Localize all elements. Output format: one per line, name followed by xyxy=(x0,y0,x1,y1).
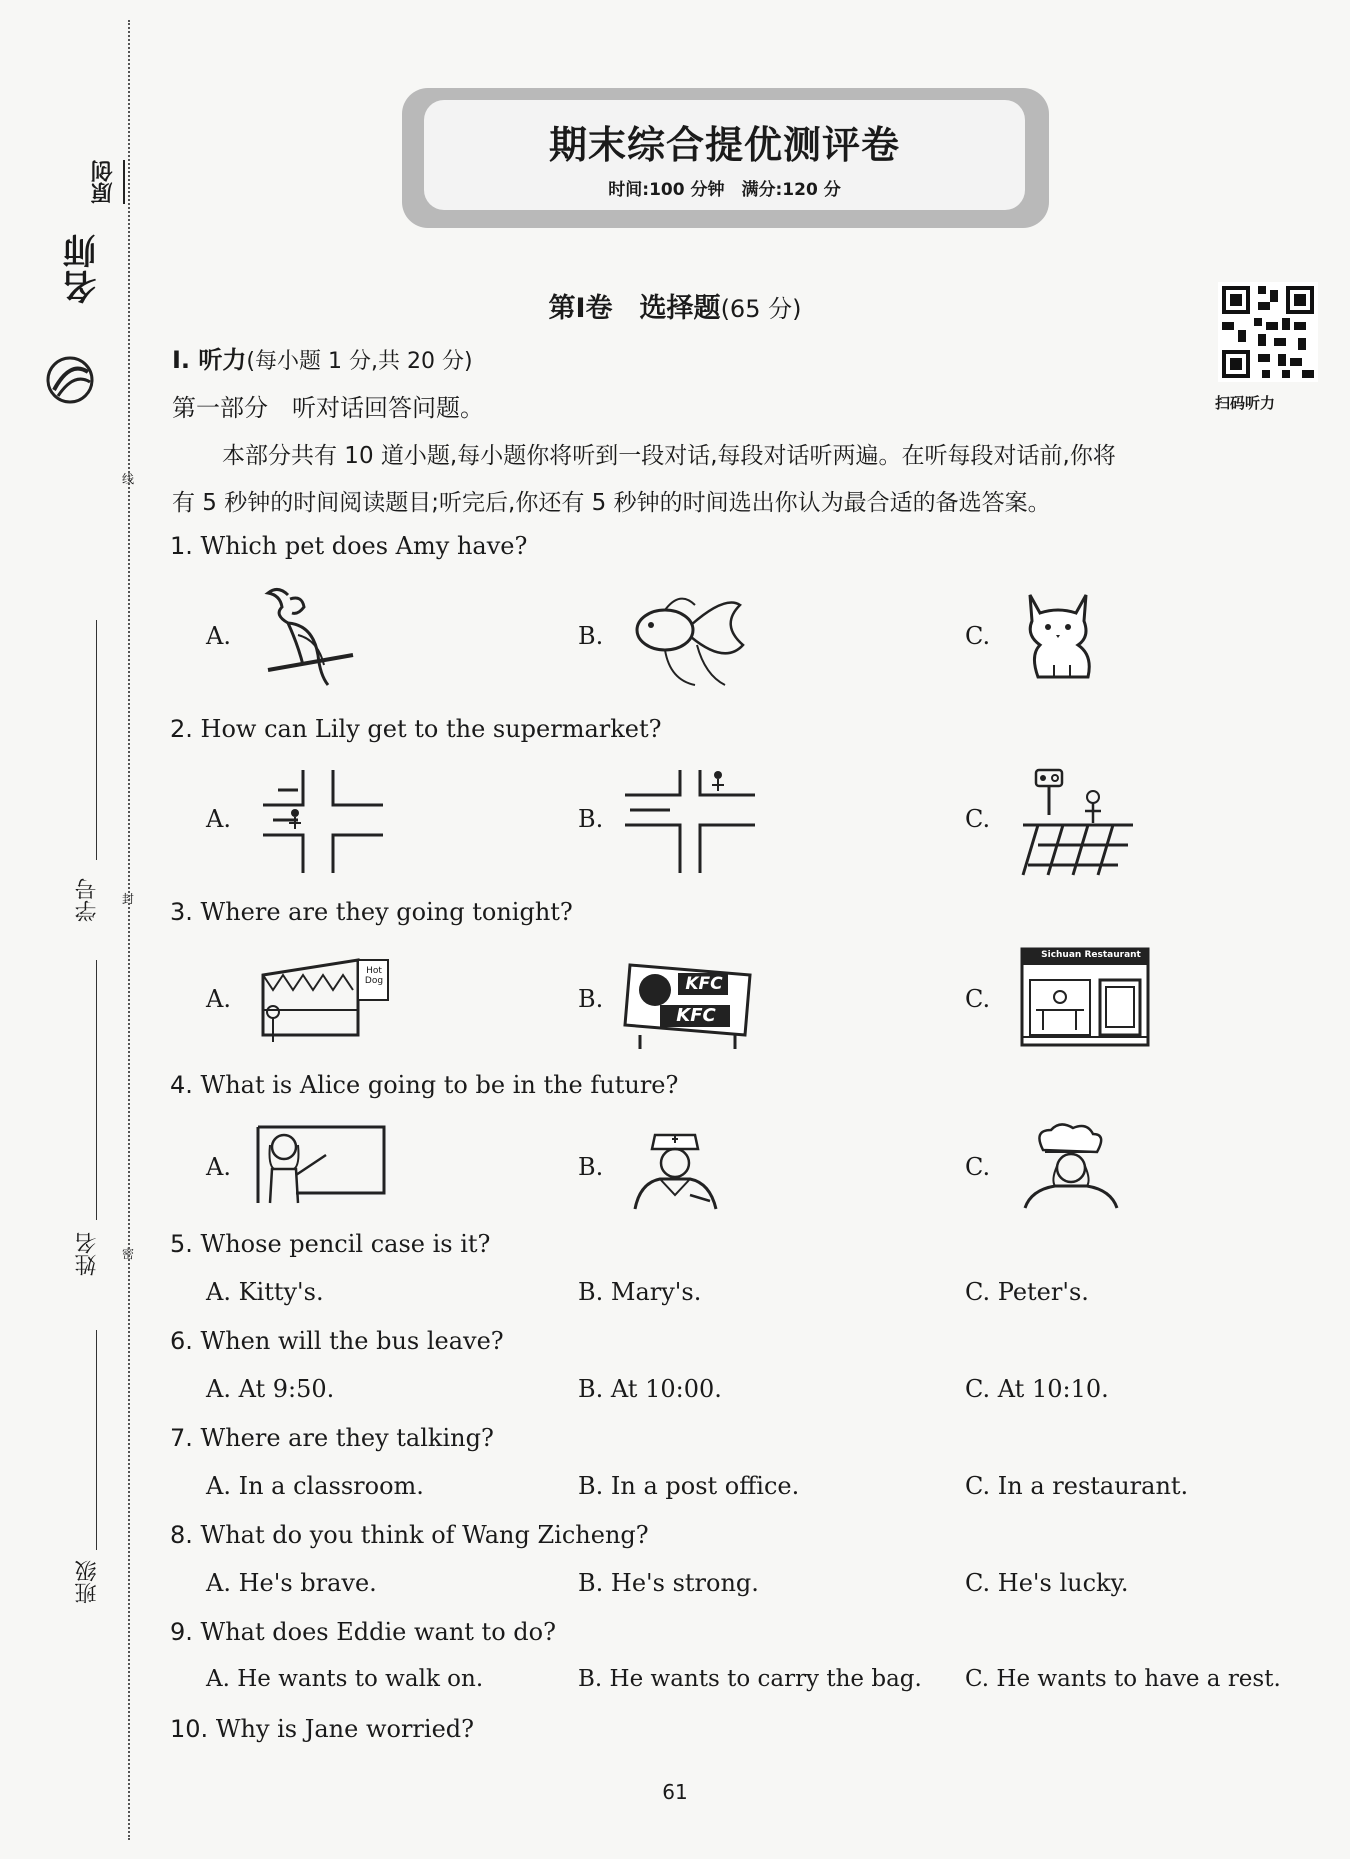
hot-dog-stand-icon[interactable] xyxy=(258,950,393,1045)
seal-line-label: 线 xyxy=(122,472,135,486)
q8-option-b[interactable]: B. He's strong. xyxy=(578,1569,759,1597)
seal-mi-label: 密 xyxy=(122,1247,135,1261)
kfc-sign-top: KFC xyxy=(685,974,723,994)
kfc-sign-icon[interactable] xyxy=(620,955,760,1050)
q8-option-c[interactable]: C. He's lucky. xyxy=(965,1569,1129,1597)
seal-feng-label: 封 xyxy=(122,892,135,906)
qr-label: 扫码听力 xyxy=(1215,394,1276,412)
q5-option-b[interactable]: B. Mary's. xyxy=(578,1278,702,1306)
q7-option-b[interactable]: B. In a post office. xyxy=(578,1472,800,1500)
q9-option-b[interactable]: B. He wants to carry the bag. xyxy=(578,1666,922,1692)
binding-margin xyxy=(0,0,135,1859)
brand-sub: 原创 xyxy=(88,160,125,204)
parrot-icon[interactable] xyxy=(258,585,358,690)
q4-option-c[interactable]: C. xyxy=(965,1153,991,1181)
q6-option-c[interactable]: C. At 10:10. xyxy=(965,1375,1109,1403)
q6-option-a[interactable]: A. At 9:50. xyxy=(206,1375,335,1403)
question-7: 7. Where are they talking? xyxy=(170,1424,494,1452)
question-3: 3. Where are they going tonight? xyxy=(170,898,573,926)
title-box xyxy=(402,88,1049,228)
question-6: 6. When will the bus leave? xyxy=(170,1327,504,1355)
crossroad-map-b-icon[interactable] xyxy=(620,765,760,875)
traffic-light-crossing-icon[interactable] xyxy=(1018,765,1138,880)
student-name-line[interactable] xyxy=(96,960,97,1220)
exam-title: 期末综合提优测评卷 xyxy=(548,123,900,167)
restaurant-sign: Sichuan Restaurant xyxy=(1041,950,1141,960)
sichuan-restaurant-icon[interactable] xyxy=(1018,945,1153,1050)
question-5: 5. Whose pencil case is it? xyxy=(170,1230,491,1258)
q2-option-b[interactable]: B. xyxy=(578,805,604,833)
q1-option-a[interactable]: A. xyxy=(206,622,231,650)
cook-icon[interactable] xyxy=(1015,1120,1125,1210)
instructions-line2: 有 5 秒钟的时间阅读题目;听完后,你还有 5 秒钟的时间选出你认为最合适的备选答案。 xyxy=(172,490,1051,516)
goldfish-icon[interactable] xyxy=(625,585,745,690)
q4-option-a[interactable]: A. xyxy=(206,1153,231,1181)
q2-option-c[interactable]: C. xyxy=(965,805,991,833)
class-line[interactable] xyxy=(96,1330,97,1550)
q3-option-a[interactable]: A. xyxy=(206,985,231,1013)
question-10: 10. Why is Jane worried? xyxy=(170,1715,475,1743)
teacher-icon[interactable] xyxy=(256,1125,386,1205)
q5-option-a[interactable]: A. Kitty's. xyxy=(206,1278,324,1306)
q6-option-b[interactable]: B. At 10:00. xyxy=(578,1375,722,1403)
q9-option-c[interactable]: C. He wants to have a rest. xyxy=(965,1666,1281,1692)
q2-option-a[interactable]: A. xyxy=(206,805,231,833)
kitten-icon[interactable] xyxy=(1018,585,1098,685)
question-2: 2. How can Lily get to the supermarket? xyxy=(170,715,662,743)
q4-option-b[interactable]: B. xyxy=(578,1153,604,1181)
page-number: 61 xyxy=(662,1780,688,1804)
student-id-label: 学号 xyxy=(75,878,100,922)
brand-logo-icon xyxy=(40,350,100,410)
student-name-label: 姓名 xyxy=(75,1232,100,1276)
part1-subheading: 第一部分 听对话回答问题。 xyxy=(172,394,484,422)
question-1: 1. Which pet does Amy have? xyxy=(170,532,528,560)
class-label: 班级 xyxy=(75,1560,100,1604)
q8-option-a[interactable]: A. He's brave. xyxy=(206,1569,377,1597)
q1-option-c[interactable]: C. xyxy=(965,622,991,650)
q7-option-a[interactable]: A. In a classroom. xyxy=(206,1472,424,1500)
hot-dog-sign: Hot Dog xyxy=(364,966,384,986)
q9-option-a[interactable]: A. He wants to walk on. xyxy=(206,1666,484,1692)
q5-option-c[interactable]: C. Peter's. xyxy=(965,1278,1089,1306)
section-title: 第Ⅰ卷 选择题(65 分) xyxy=(548,293,802,324)
qr-code-icon[interactable] xyxy=(1218,282,1318,382)
question-9: 9. What does Eddie want to do? xyxy=(170,1618,556,1646)
listening-heading: Ⅰ. 听力(每小题 1 分,共 20 分) xyxy=(172,346,473,374)
q3-option-c[interactable]: C. xyxy=(965,985,991,1013)
instructions-line1: 本部分共有 10 道小题,每小题你将听到一段对话,每段对话听两遍。在听每段对话前,你将 xyxy=(222,443,1116,469)
crossroad-map-a-icon[interactable] xyxy=(258,765,388,875)
exam-time-score: 时间:100 分钟 满分:120 分 xyxy=(608,180,841,200)
kfc-sign-bottom: KFC xyxy=(676,1005,716,1026)
student-id-line[interactable] xyxy=(96,620,97,860)
q7-option-c[interactable]: C. In a restaurant. xyxy=(965,1472,1189,1500)
nurse-icon[interactable] xyxy=(620,1125,730,1210)
question-8: 8. What do you think of Wang Zicheng? xyxy=(170,1521,649,1549)
question-4: 4. What is Alice going to be in the future? xyxy=(170,1071,679,1099)
q3-option-b[interactable]: B. xyxy=(578,985,604,1013)
q1-option-b[interactable]: B. xyxy=(578,622,604,650)
brand-name: 名师 xyxy=(63,232,103,304)
